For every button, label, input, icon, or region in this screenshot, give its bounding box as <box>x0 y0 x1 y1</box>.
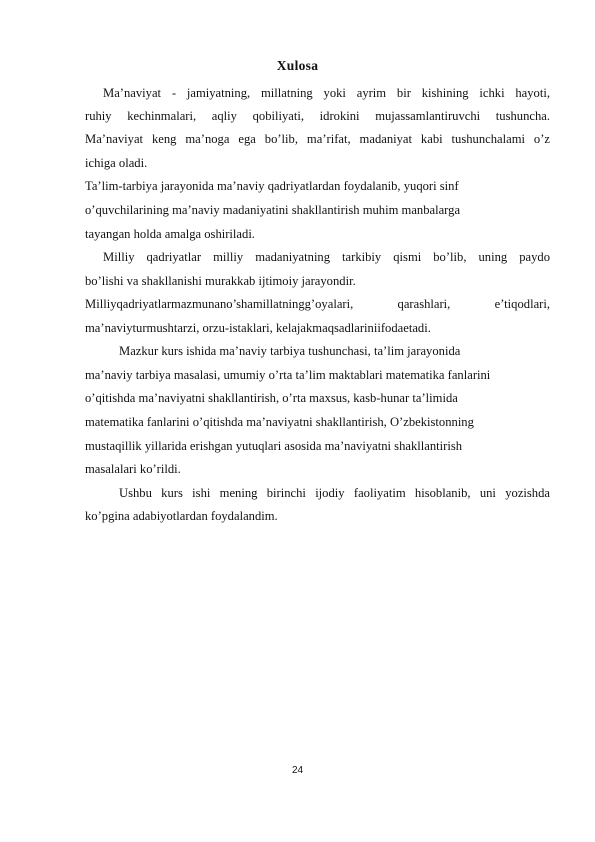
paragraph-3-line-2: bo’lishi va shakllanishi murakkab ijtimoiy jarayondir. <box>85 274 356 288</box>
paragraph-1-line-2: ruhiy kechinmalari, aqliy qobiliyati, idrokini mujassamlantiruvchi tushuncha. <box>85 109 550 123</box>
paragraph-3-line-1: Milliy qadriyatlar milliy madaniyatning tarkibiy qismi bo’lib, uning paydo <box>103 250 550 264</box>
paragraph-3-line-4: ma’naviyturmushtarzi, orzu-istaklari, kelajakmaqsadlariniifodaetadi. <box>85 321 431 335</box>
paragraph-5-line-1: Ushbu kurs ishi mening birinchi ijodiy faoliyatim hisoblanib, uni yozishda <box>119 486 550 500</box>
page-number: 24 <box>291 765 304 776</box>
section-title: Xulosa <box>276 58 319 73</box>
paragraph-4-line-4: matematika fanlarini o’qitishda ma’naviyatni shakllantirish, O’zbekistonning <box>85 415 474 429</box>
paragraph-2-line-1: Ta’lim-tarbiya jarayonida ma’naviy qadriyatlardan foydalanib, yuqori sinf <box>85 179 459 193</box>
paragraph-1-line-1: Ma’naviyat - jamiyatning, millatning yoki ayrim bir kishining ichki hayoti, <box>103 86 550 100</box>
paragraph-4-line-2: ma’naviy tarbiya masalasi, umumiy o’rta ta’lim maktablari matematika fanlarini <box>85 368 491 382</box>
paragraph-4-line-3: o’qitishda ma’naviyatni shakllantirish, o’rta maxsus, kasb-hunar ta’limida <box>85 391 458 405</box>
paragraph-2-line-3: tayangan holda amalga oshiriladi. <box>85 227 255 241</box>
paragraph-3-line-3: Milliyqadriyatlarmazmunano’shamillatningg’oyalari, qarashlari, e’tiqodlari, <box>85 297 550 311</box>
paragraph-2-line-2: o’quvchilarining ma’naviy madaniyatini shakllantirish muhim manbalarga <box>85 203 461 217</box>
paragraph-1-line-3: Ma’naviyat keng ma’noga ega bo’lib, ma’rifat, madaniyat kabi tushunchalami o’z <box>85 132 550 146</box>
paragraph-4-line-5: mustaqillik yillarida erishgan yutuqlari asosida ma’naviyatni shakllantirish <box>85 439 463 453</box>
paragraph-4-line-1: Mazkur kurs ishida ma’naviy tarbiya tushunchasi, ta’lim jarayonida <box>119 344 461 358</box>
paragraph-5-line-2: ko’pgina adabiyotlardan foydalandim. <box>85 509 278 523</box>
paragraph-4-line-6: masalalari ko’rildi. <box>85 462 181 476</box>
paragraph-1-line-4: ichiga oladi. <box>85 156 148 170</box>
